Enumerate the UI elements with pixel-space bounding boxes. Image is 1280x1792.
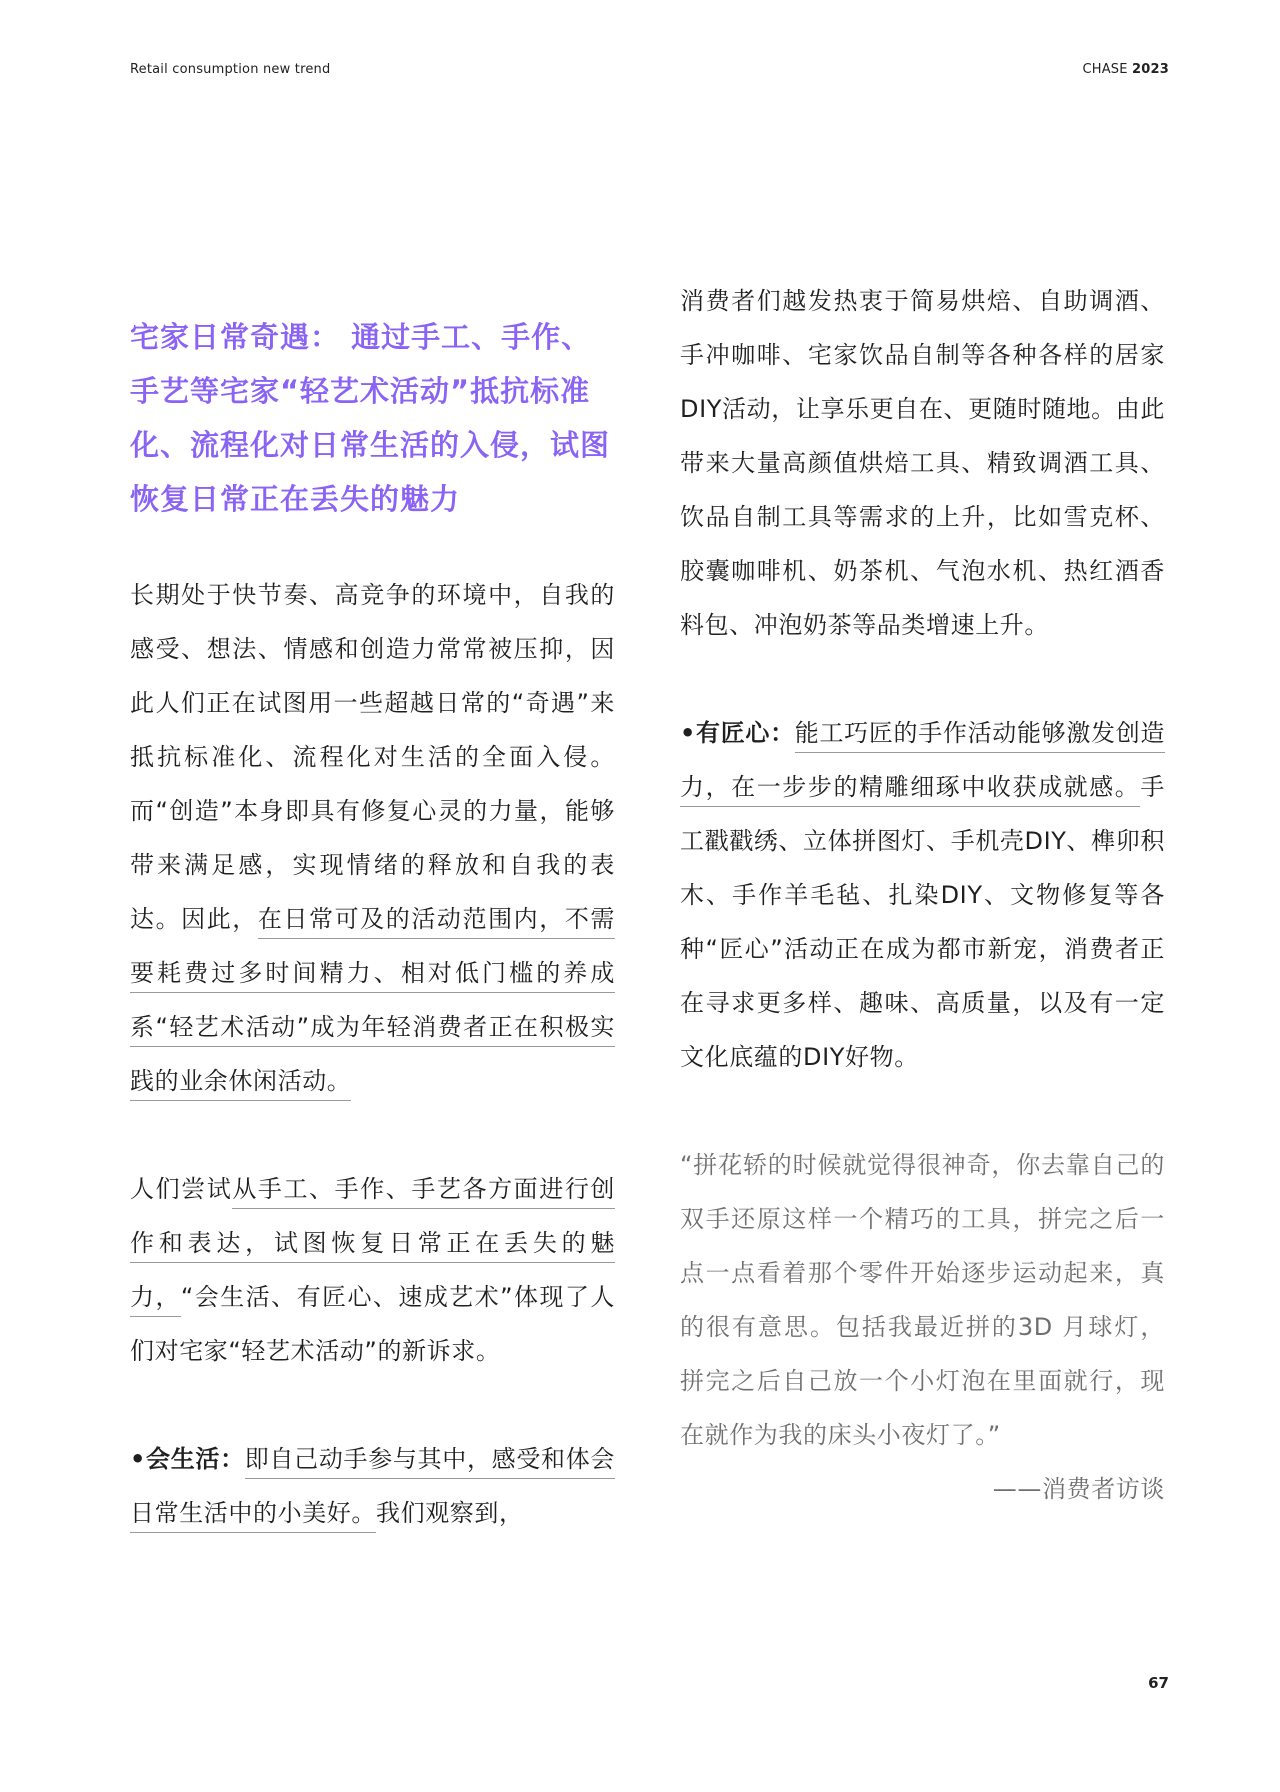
bullet2-label: •有匠心：	[680, 719, 795, 747]
bullet2-text: 手工戳戳绣、立体拼图灯、手机壳DIY、榫卯积木、手作羊毛毡、扎染DIY、文物修复等各种“匠心”活动正在成为都市新宠，消费者正在寻求更多样、趣味、高质量，以及有一定文化底蕴的DIY好物。	[680, 773, 1165, 1071]
bullet2-underlined: 能工巧匠的手作活动能够激发创造力，在一步步的精雕细琢中收获成就感。	[680, 719, 1165, 807]
brand-year: 2023	[1132, 62, 1169, 77]
bullet1-text: 我们观察到，	[376, 1499, 524, 1527]
left-p1-text: 长期处于快节奏、高竞争的环境中，自我的感受、想法、情感和创造力常常被压抑，因此人们正在试图用一些超越日常的“奇遇”来抵抗标准化、流程化对生活的全面入侵。而“创造”本身即具有修复心灵的力量，能够带来满足感，实现情绪的释放和自我的表达。因此，	[130, 581, 615, 933]
bullet1-label: •会生活：	[130, 1445, 245, 1473]
bullet-huishenghuo	[130, 1432, 615, 1540]
right-paragraph-1: 消费者们越发热衷于简易烘焙、自助调酒、手冲咖啡、宅家饮品自制等各种各样的居家DIY活动，让享乐更自在、更随时随地。由此带来大量高颜值烘焙工具、精致调酒工具、饮品自制工具等需求的上升，比如雪克杯、胶囊咖啡机、奶茶机、气泡水机、热红酒香料包、冲泡奶茶等品类增速上升。	[680, 287, 1165, 639]
running-header-title: Retail consumption new trend	[130, 62, 331, 77]
bullet1-underlined: 即自己动手参与其中，感受和体会日常生活中的小美好。	[130, 1445, 615, 1533]
left-paragraph-2	[130, 1162, 615, 1378]
left-p1-underlined: 在日常可及的活动范围内，不需要耗费过多时间精力、相对低门槛的养成系“轻艺术活动”成为年轻消费者正在积极实践的业余休闲活动。	[130, 905, 615, 1101]
left-column	[130, 310, 615, 1540]
consumer-quote: “拼花轿的时候就觉得很神奇，你去靠自己的双手还原这样一个精巧的工具，拼完之后一点一点看着那个零件开始逐步运动起来，真的很有意思。包括我最近拼的3D 月球灯，拼完之后自己放一个小灯泡在里面就行，现在就作为我的床头小夜灯了。”	[680, 1151, 1165, 1449]
left-paragraph-1	[130, 568, 615, 1108]
page-number: 67	[1148, 1674, 1169, 1692]
bullet-youjiangxin	[680, 706, 1165, 1084]
right-column	[680, 287, 1166, 1516]
left-p2-underlined: 从手工、手作、手艺各方面进行创作和表达，试图恢复日常正在丢失的魅力，	[130, 1175, 615, 1317]
running-header-brand	[1082, 62, 1169, 77]
quote-attribution: ——消费者访谈	[992, 1475, 1165, 1503]
brand-name: CHASE	[1082, 62, 1128, 77]
left-p2-text-a: 人们尝试	[130, 1175, 233, 1203]
section-heading: 宅家日常奇遇： 通过手工、手作、手艺等宅家“轻艺术活动”抵抗标准化、流程化对日常生活的入侵，试图恢复日常正在丢失的魅力	[130, 320, 611, 516]
left-p2-text-b: “会生活、有匠心、速成艺术”体现了人们对宅家“轻艺术活动”的新诉求。	[130, 1283, 615, 1365]
